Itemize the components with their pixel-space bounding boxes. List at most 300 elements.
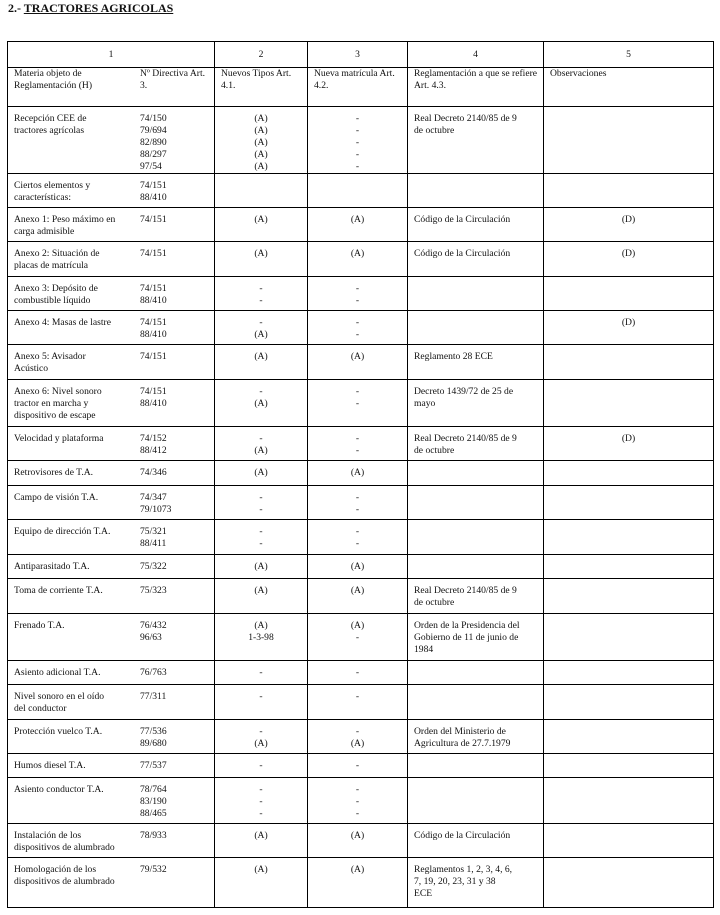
cell-nuevos-tipos [215,461,308,486]
directiva-number: 78/764 [140,784,167,795]
cell-reglamentacion [408,461,544,486]
materia-text [14,317,140,341]
materia-text [14,526,140,550]
nuevos-tipos-value: (A) [254,864,268,875]
directiva-number: 78/933 [140,830,167,841]
materia-line: tractores agrícolas [14,125,85,136]
table-row [8,824,714,858]
nueva-matricula-value: - [355,784,360,795]
nueva-matricula-value: - [355,386,360,397]
directiva-number: 79/694 [140,125,167,136]
cell-nueva-matricula [308,486,408,520]
materia-line: Humos diesel T.A. [14,760,86,771]
directiva-list [140,351,214,375]
directiva-number: 77/537 [140,760,167,771]
nueva-matricula-value: - [355,796,360,807]
materia-line: tractor en marcha y [14,398,89,409]
observaciones-value: (D) [621,214,636,225]
reglamentacion-line: Código de la Circulación [414,830,511,841]
directiva-number: 88/465 [140,808,167,819]
table-row [8,858,714,908]
cell-reglamentacion [408,555,544,579]
cell-reglamentacion [408,486,544,520]
directiva-number: 79/532 [140,864,167,875]
materia-text [14,113,140,173]
cell-materia-directiva [8,486,215,520]
cell-materia-directiva [8,661,215,685]
directiva-number: 74/151 [140,248,167,259]
materia-text [14,864,140,888]
materia-line: Antiparasitado T.A. [14,561,90,572]
directiva-list [140,283,214,307]
nuevos-tipos-value: (A) [254,137,268,148]
column-header-row [8,68,714,107]
cell-reglamentacion [408,661,544,685]
table-row [8,380,714,427]
materia-line: Anexo 1: Peso máximo en [14,214,116,225]
table-row [8,720,714,754]
directiva-list [140,317,214,341]
section-title: TRACTORES AGRICOLAS [23,1,174,15]
nuevos-tipos-value: (A) [254,149,268,160]
nuevos-tipos-value: - [259,667,263,678]
col-number-4: 4 [408,42,544,68]
nuevos-tipos-value: - [259,433,263,444]
reglamentacion-line: ECE [414,888,433,899]
materia-line: Anexo 2: Situación de [14,248,100,259]
directiva-number: 74/150 [140,113,167,124]
cell-materia-directiva [8,754,215,778]
directiva-number: 74/151 [140,386,167,397]
cell-nuevos-tipos [215,486,308,520]
reglamentacion-line: Decreto 1439/72 de 25 de [414,386,514,397]
nueva-matricula-value: (A) [350,738,365,749]
cell-observaciones [544,778,714,824]
cell-materia-directiva [8,242,215,277]
cell-reglamentacion [408,380,544,427]
cell-nuevos-tipos [215,579,308,614]
reglamentacion-line: Real Decreto 2140/85 de 9 [414,113,517,124]
table-row [8,614,714,661]
cell-observaciones [544,555,714,579]
cell-nueva-matricula [308,720,408,754]
cell-observaciones [544,720,714,754]
directiva-list [140,667,214,679]
materia-text [14,830,140,854]
cell-reglamentacion [408,720,544,754]
materia-line: Ciertos elementos y [14,180,91,191]
cell-nueva-matricula [308,685,408,720]
directiva-number: 75/322 [140,561,167,572]
materia-line: Recepción CEE de [14,113,87,124]
directiva-number: 75/321 [140,526,167,537]
reglamentacion-line: de octubre [414,597,455,608]
cell-materia-directiva [8,555,215,579]
materia-line: Toma de corriente T.A. [14,585,103,596]
cell-nueva-matricula [308,380,408,427]
nuevos-tipos-value: (A) [254,161,268,172]
cell-observaciones [544,858,714,908]
cell-materia-directiva [8,824,215,858]
cell-materia-directiva [8,174,215,208]
nueva-matricula-value: - [355,283,360,294]
nuevos-tipos-value: - [259,691,263,702]
table-row [8,242,714,277]
table-row [8,107,714,174]
table-row [8,208,714,242]
nueva-matricula-value: (A) [350,830,365,841]
nueva-matricula-value: - [355,317,360,328]
cell-observaciones [544,520,714,555]
cell-materia-directiva [8,520,215,555]
materia-line: del conductor [14,703,67,714]
nueva-matricula-value: - [355,113,360,124]
header-nueva-matricula: Nueva matrícula Art. 4.2. [308,68,408,107]
directiva-number: 88/412 [140,445,167,456]
cell-nueva-matricula [308,345,408,380]
nuevos-tipos-value: 1-3-98 [248,632,274,643]
cell-observaciones [544,380,714,427]
materia-text [14,620,140,644]
cell-observaciones [544,461,714,486]
directiva-number: 88/410 [140,295,167,306]
cell-nueva-matricula [308,778,408,824]
cell-nueva-matricula [308,824,408,858]
nueva-matricula-value: - [355,161,360,172]
header-materia: Materia objeto de Reglamentación (H) [14,68,93,91]
nueva-matricula-value: (A) [350,248,365,259]
cell-observaciones [544,174,714,208]
nueva-matricula-value: (A) [350,561,365,572]
cell-reglamentacion [408,242,544,277]
cell-materia-directiva [8,107,215,174]
cell-materia-directiva [8,277,215,311]
table-row [8,427,714,461]
reglamentacion-line: de octubre [414,445,455,456]
materia-line: Velocidad y plataforma [14,433,104,444]
cell-materia-directiva [8,778,215,824]
nuevos-tipos-value: - [259,504,263,515]
nueva-matricula-value: - [355,398,360,409]
cell-observaciones [544,107,714,174]
directiva-list [140,433,214,457]
nueva-matricula-value: (A) [350,585,365,596]
nuevos-tipos-value: (A) [254,113,268,124]
cell-nueva-matricula [308,579,408,614]
cell-reglamentacion [408,858,544,908]
cell-materia-directiva [8,461,215,486]
materia-text [14,492,140,516]
cell-observaciones [544,614,714,661]
nueva-matricula-value: - [355,295,360,306]
cell-nuevos-tipos [215,107,308,174]
cell-observaciones [544,661,714,685]
nuevos-tipos-value: - [259,538,263,549]
cell-materia-directiva [8,208,215,242]
reglamentacion-line: Gobierno de 11 de junio de [414,632,519,643]
col-number-2: 2 [215,42,308,68]
materia-line: carga admisible [14,226,75,237]
table-row [8,579,714,614]
directiva-number: 88/297 [140,149,167,160]
materia-text [14,726,140,750]
nuevos-tipos-value: - [259,526,263,537]
reglamentacion-line: mayo [414,398,436,409]
cell-nuevos-tipos [215,174,308,208]
materia-line: dispositivos de alumbrado [14,876,115,887]
nueva-matricula-value: (A) [350,620,365,631]
cell-nuevos-tipos [215,345,308,380]
cell-reglamentacion [408,520,544,555]
table-row [8,174,714,208]
cell-nuevos-tipos [215,858,308,908]
materia-text [14,386,140,422]
cell-observaciones [544,579,714,614]
directiva-number: 88/410 [140,398,167,409]
table-row [8,461,714,486]
nuevos-tipos-value: - [259,295,263,306]
cell-nuevos-tipos [215,824,308,858]
directiva-list [140,214,214,238]
materia-line: Asiento conductor T.A. [14,784,104,795]
reglamentacion-line: 1984 [414,644,434,655]
materia-line: Acústico [14,363,49,374]
directiva-number: 75/323 [140,585,167,596]
directiva-number: 76/763 [140,667,167,678]
reglamentacion-line: Orden del Ministerio de [414,726,506,737]
directiva-number: 74/151 [140,214,167,225]
nueva-matricula-value: - [355,137,360,148]
directiva-list [140,691,214,715]
section-heading [8,1,173,16]
cell-observaciones [544,754,714,778]
materia-text [14,180,140,204]
nuevos-tipos-value: (A) [254,214,268,225]
materia-text [14,214,140,238]
directiva-number: 97/54 [140,161,162,172]
header-col-1 [8,68,215,107]
cell-observaciones [544,242,714,277]
nueva-matricula-value: - [355,667,360,678]
nueva-matricula-value: - [355,125,360,136]
materia-line: Campo de visión T.A. [14,492,99,503]
materia-line: Nivel sonoro en el oído [14,691,105,702]
col-number-5: 5 [544,42,714,68]
cell-nuevos-tipos [215,208,308,242]
directiva-number: 76/432 [140,620,167,631]
materia-text [14,691,140,715]
cell-reglamentacion [408,208,544,242]
cell-reglamentacion [408,579,544,614]
nuevos-tipos-value: - [259,386,263,397]
materia-text [14,283,140,307]
cell-observaciones [544,486,714,520]
table-row [8,661,714,685]
nuevos-tipos-value: (A) [254,125,268,136]
nueva-matricula-value: - [355,445,360,456]
nuevos-tipos-value: (A) [254,467,268,478]
reglamentacion-line: Orden de la Presidencia del [414,620,520,631]
directiva-list [140,620,214,644]
directiva-list [140,386,214,422]
cell-reglamentacion [408,345,544,380]
observaciones-value: (D) [621,248,636,259]
table-row [8,311,714,345]
cell-materia-directiva [8,345,215,380]
nuevos-tipos-value: (A) [254,561,268,572]
reglamentacion-line: Agricultura de 27.7.1979 [414,738,511,749]
directiva-number: 83/190 [140,796,167,807]
materia-text [14,561,140,573]
table-row [8,486,714,520]
materia-line: Retrovisores de T.A. [14,467,94,478]
cell-nuevos-tipos [215,427,308,461]
nueva-matricula-value: - [355,691,360,702]
nuevos-tipos-value: (A) [254,830,268,841]
materia-line: Frenado T.A. [14,620,65,631]
cell-materia-directiva [8,579,215,614]
cell-nueva-matricula [308,461,408,486]
nuevos-tipos-value: - [259,317,263,328]
materia-line: placas de matrícula [14,260,89,271]
materia-line: dispositivo de escape [14,410,96,421]
materia-text [14,760,140,772]
cell-observaciones [544,824,714,858]
nueva-matricula-value: - [355,726,360,737]
cell-nuevos-tipos [215,311,308,345]
nueva-matricula-value: - [355,492,360,503]
reglamentacion-line: Código de la Circulación [414,214,511,225]
nuevos-tipos-value: - [259,492,263,503]
cell-nuevos-tipos [215,685,308,720]
materia-line: Anexo 6: Nivel sonoro [14,386,102,397]
cell-observaciones [544,311,714,345]
cell-nuevos-tipos [215,242,308,277]
reglamentacion-line: 7, 19, 20, 23, 31 y 38 [414,876,496,887]
directiva-number: 74/151 [140,180,167,191]
cell-reglamentacion [408,614,544,661]
nuevos-tipos-value: - [259,808,263,819]
cell-nuevos-tipos [215,555,308,579]
column-number-row [8,42,714,68]
cell-nueva-matricula [308,520,408,555]
materia-text [14,784,140,820]
directiva-list [140,180,214,204]
cell-reglamentacion [408,107,544,174]
nueva-matricula-value: - [355,632,360,643]
materia-text [14,585,140,597]
directiva-number: 74/347 [140,492,167,503]
directiva-list [140,760,214,772]
cell-nuevos-tipos [215,661,308,685]
cell-nuevos-tipos [215,778,308,824]
nuevos-tipos-value: (A) [254,585,268,596]
directiva-number: 96/63 [140,632,162,643]
table-row [8,754,714,778]
reglamentacion-line: de octubre [414,125,455,136]
materia-line: Equipo de dirección T.A. [14,526,111,537]
directiva-list [140,830,214,854]
cell-observaciones [544,427,714,461]
cell-materia-directiva [8,380,215,427]
cell-nuevos-tipos [215,380,308,427]
observaciones-value: (D) [621,317,636,328]
regulation-table [7,41,714,908]
nueva-matricula-value: - [355,433,360,444]
table-row [8,685,714,720]
nueva-matricula-value: - [355,504,360,515]
cell-nuevos-tipos [215,520,308,555]
materia-line: Anexo 4: Masas de lastre [14,317,111,328]
cell-materia-directiva [8,614,215,661]
directiva-list [140,784,214,820]
nuevos-tipos-value: (A) [254,398,268,409]
table-row [8,345,714,380]
reglamentacion-line: Real Decreto 2140/85 de 9 [414,585,517,596]
materia-text [14,467,140,479]
materia-text [14,433,140,457]
materia-line: Homologación de los [14,864,97,875]
table-body [8,107,714,908]
cell-nueva-matricula [308,107,408,174]
header-directiva: Nº Directiva Art. 3. [140,68,206,91]
directiva-number: 82/890 [140,137,167,148]
nuevos-tipos-value: - [259,784,263,795]
directiva-number: 88/410 [140,192,167,203]
materia-text [14,667,140,679]
cell-reglamentacion [408,754,544,778]
cell-nueva-matricula [308,614,408,661]
cell-materia-directiva [8,720,215,754]
cell-materia-directiva [8,427,215,461]
cell-reglamentacion [408,685,544,720]
cell-materia-directiva [8,311,215,345]
cell-reglamentacion [408,824,544,858]
table-row [8,520,714,555]
nuevos-tipos-value: (A) [254,738,268,749]
directiva-list [140,561,214,573]
nuevos-tipos-value: - [259,283,263,294]
col-number-1: 1 [8,42,215,68]
cell-materia-directiva [8,858,215,908]
directiva-number: 74/151 [140,351,167,362]
nueva-matricula-value: (A) [350,214,365,225]
cell-nuevos-tipos [215,754,308,778]
cell-nuevos-tipos [215,614,308,661]
section-number: 2.- [8,1,21,15]
directiva-number: 74/151 [140,317,167,328]
directiva-list [140,726,214,750]
materia-text [14,248,140,272]
nueva-matricula-value: (A) [350,467,365,478]
nuevos-tipos-value: - [259,760,263,771]
directiva-list [140,492,214,516]
directiva-number: 79/1073 [140,504,172,515]
nueva-matricula-value: - [355,760,360,771]
nueva-matricula-value: (A) [350,351,365,362]
cell-observaciones [544,345,714,380]
cell-materia-directiva [8,685,215,720]
cell-nueva-matricula [308,208,408,242]
directiva-list [140,526,214,550]
cell-nueva-matricula [308,311,408,345]
cell-nueva-matricula [308,858,408,908]
nuevos-tipos-value: (A) [254,620,268,631]
nueva-matricula-value: - [355,526,360,537]
materia-line: Anexo 3: Depósito de [14,283,98,294]
directiva-list [140,113,214,173]
cell-nueva-matricula [308,174,408,208]
